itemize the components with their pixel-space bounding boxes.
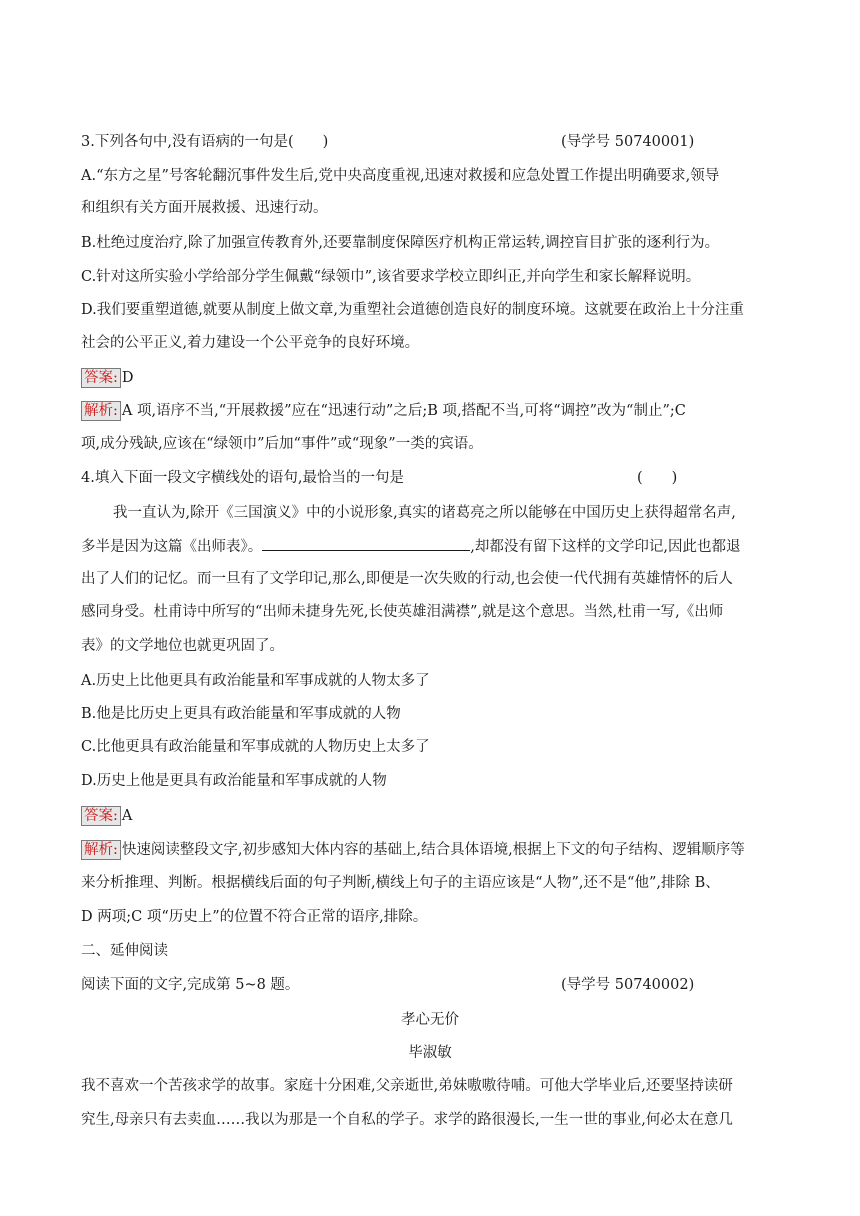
q3-answer: [81, 368, 781, 388]
q4-stem: 4.填入下面一段文字横线处的语句,最恰当的一句是: [81, 470, 404, 486]
analysis-text: A 项,语序不当,“开展救援”应在“迅速行动”之后;B 项,搭配不当,可将“调控”改为“制止”;C: [121, 403, 686, 419]
q3-option-a-line2: 和组织有关方面开展救援、迅速行动。: [81, 200, 328, 216]
answer-label: 答案:: [81, 368, 121, 388]
q4-option-d: D.历史上他是更具有政治能量和军事成就的人物: [81, 773, 387, 789]
q4-answer: [81, 806, 781, 826]
q4-passage-line3: 出了人们的记忆。而一旦有了文学印记,那么,即便是一次失败的行动,也会使一代代拥有英雄情怀的后人: [81, 571, 733, 587]
q3-guide-number: (导学号 50740001): [561, 134, 695, 150]
article-body-line2: 究生,母亲只有去卖血……我以为那是一个自私的学子。求学的路很漫长,一生一世的事业,何必太在意几: [81, 1112, 733, 1128]
q4-passage-line5: 表》的文学地位也就更巩固了。: [81, 638, 284, 654]
q3-stem: 3.下列各句中,没有语病的一句是( ): [81, 134, 329, 150]
analysis-label: 解析:: [81, 401, 121, 421]
passage-text: 多半是因为这篇《出师表》。: [81, 539, 263, 555]
section-guide-number: (导学号 50740002): [561, 977, 695, 993]
article-title: 孝心无价: [401, 1012, 459, 1028]
q4-option-b: B.他是比历史上更具有政治能量和军事成就的人物: [81, 706, 401, 722]
answer-value: A: [121, 808, 133, 824]
q3-analysis-line2: 项,成分残缺,应该在“绿领巾”后加“事件”或“现象”一类的宾语。: [81, 436, 483, 452]
fill-blank: [262, 536, 470, 551]
q3-analysis-line1: [81, 401, 781, 421]
analysis-label: 解析:: [81, 840, 121, 860]
q4-option-c: C.比他更具有政治能量和军事成就的人物历史上太多了: [81, 739, 430, 755]
q3-option-d-line1: D.我们要重塑道德,就要从制度上做文章,为重塑社会道德创造良好的制度环境。这就要在政治上十分注重: [81, 302, 744, 318]
reading-instruction: 阅读下面的文字,完成第 5~8 题。: [81, 977, 300, 993]
article-body-line1: 我不喜欢一个苦孩求学的故事。家庭十分困难,父亲逝世,弟妹嗷嗷待哺。可他大学毕业后,还要坚持读研: [81, 1078, 733, 1094]
q4-option-a: A.历史上比他更具有政治能量和军事成就的人物太多了: [81, 673, 430, 689]
q4-analysis-line1: [81, 840, 781, 860]
q3-option-b: B.杜绝过度治疗,除了加强宣传教育外,还要靠制度保障医疗机构正常运转,调控盲目扩张的逐利行为。: [81, 235, 720, 251]
section-heading: 二、延伸阅读: [81, 943, 168, 959]
analysis-text: 快速阅读整段文字,初步感知大体内容的基础上,结合具体语境,根据上下文的句子结构、逻辑顺序等: [121, 842, 745, 858]
answer-value: D: [121, 370, 134, 386]
q3-option-d-line2: 社会的公平正义,着力建设一个公平竞争的良好环境。: [81, 335, 420, 351]
article-author: 毕淑敏: [408, 1045, 452, 1061]
passage-text: ,却都没有留下这样的文学印记,因此也都退: [470, 539, 741, 555]
q4-passage-line4: 感同身受。杜甫诗中所写的“出师未捷身先死,长使英雄泪满襟”,就是这个意思。当然,杜甫一写,《出师: [81, 604, 724, 620]
q3-option-c: C.针对这所实验小学给部分学生佩戴“绿领巾”,该省要求学校立即纠正,并向学生和家长解释说明。: [81, 269, 701, 285]
q4-answer-paren: ( ): [637, 470, 678, 486]
q4-analysis-line2: 来分析推理、判断。根据横线后面的句子判断,横线上句子的主语应该是“人物”,还不是“他”,排除 B、: [81, 875, 720, 891]
q4-analysis-line3: D 两项;C 项“历史上”的位置不符合正常的语序,排除。: [81, 909, 428, 925]
q3-option-a-line1: A.“东方之星”号客轮翻沉事件发生后,党中央高度重视,迅速对救援和应急处置工作提出明确要求,领导: [81, 168, 720, 184]
answer-label: 答案:: [81, 806, 121, 826]
q4-passage-line2: [81, 536, 781, 557]
q4-passage-line1: 我一直认为,除开《三国演义》中的小说形象,真实的诸葛亮之所以能够在中国历史上获得超常名声,: [113, 505, 736, 521]
